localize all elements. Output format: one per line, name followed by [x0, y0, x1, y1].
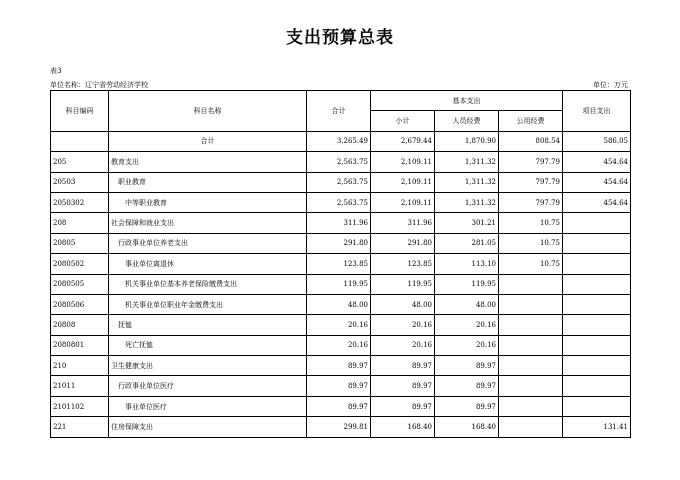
row-total: 2,563.75	[307, 192, 371, 212]
row-subtotal: 168.40	[371, 417, 435, 437]
row-name: 事业单位离退休	[109, 254, 307, 274]
row-personnel: 1,311.32	[435, 192, 499, 212]
row-project	[563, 376, 631, 396]
row-code: 2050302	[51, 192, 109, 212]
row-subtotal: 20.16	[371, 315, 435, 335]
row-public	[499, 417, 563, 437]
row-subtotal: 311.96	[371, 213, 435, 233]
row-total: 119.95	[307, 274, 371, 294]
header-personnel: 人员经费	[435, 111, 499, 131]
row-personnel: 20.16	[435, 335, 499, 355]
row-code: 208	[51, 213, 109, 233]
row-total: 89.97	[307, 396, 371, 416]
row-subtotal: 119.95	[371, 274, 435, 294]
row-project	[563, 254, 631, 274]
row-public: 10.75	[499, 213, 563, 233]
row-subtotal: 2,109.11	[371, 152, 435, 172]
row-subtotal: 2,109.11	[371, 192, 435, 212]
row-name: 住房保障支出	[109, 417, 307, 437]
row-code: 2080505	[51, 274, 109, 294]
row-subtotal: 89.97	[371, 396, 435, 416]
header-name: 科目名称	[109, 91, 307, 132]
unit-name: 单位名称：辽宁省劳动经济学校	[50, 81, 148, 89]
row-public	[499, 335, 563, 355]
row-personnel: 168.40	[435, 417, 499, 437]
row-project	[563, 294, 631, 314]
header-total: 合计	[307, 91, 371, 132]
row-total: 311.96	[307, 213, 371, 233]
row-code: 221	[51, 417, 109, 437]
row-code: 20805	[51, 233, 109, 253]
header-code: 科目编码	[51, 91, 109, 132]
row-total: 48.00	[307, 294, 371, 314]
table-row	[51, 254, 631, 274]
row-total: 299.81	[307, 417, 371, 437]
row-personnel: 301.21	[435, 213, 499, 233]
row-personnel: 1,311.32	[435, 172, 499, 192]
table-row	[51, 152, 631, 172]
table-row	[51, 376, 631, 396]
row-name: 职业教育	[109, 172, 307, 192]
row-public	[499, 294, 563, 314]
row-total: 20.16	[307, 335, 371, 355]
budget-table	[50, 90, 631, 438]
row-project	[563, 315, 631, 335]
row-subtotal: 20.16	[371, 335, 435, 355]
header-basic: 基本支出	[371, 91, 563, 111]
total-row-public: 808.54	[499, 131, 563, 151]
row-personnel: 281.05	[435, 233, 499, 253]
row-public: 10.75	[499, 254, 563, 274]
row-name: 死亡抚恤	[109, 335, 307, 355]
table-row	[51, 274, 631, 294]
row-project	[563, 335, 631, 355]
total-row-code	[51, 131, 109, 151]
table-row	[51, 315, 631, 335]
table-number: 表3	[50, 67, 62, 75]
row-total: 2,563.75	[307, 152, 371, 172]
row-name: 行政事业单位养老支出	[109, 233, 307, 253]
row-project: 454.64	[563, 192, 631, 212]
row-personnel: 1,311.32	[435, 152, 499, 172]
row-name: 机关事业单位职业年金缴费支出	[109, 294, 307, 314]
row-subtotal: 291.80	[371, 233, 435, 253]
header-subtotal: 小计	[371, 111, 435, 131]
row-name: 教育支出	[109, 152, 307, 172]
row-name: 卫生健康支出	[109, 356, 307, 376]
table-row	[51, 396, 631, 416]
row-project: 454.64	[563, 172, 631, 192]
row-public	[499, 274, 563, 294]
row-name: 事业单位医疗	[109, 396, 307, 416]
table-row	[51, 192, 631, 212]
currency-unit: 单位：万元	[593, 81, 628, 89]
row-subtotal: 48.00	[371, 294, 435, 314]
row-project	[563, 396, 631, 416]
row-code: 205	[51, 152, 109, 172]
row-public	[499, 376, 563, 396]
table-row	[51, 172, 631, 192]
total-row-total: 3,265.49	[307, 131, 371, 151]
row-personnel: 89.97	[435, 376, 499, 396]
row-public: 10.75	[499, 233, 563, 253]
row-name: 社会保障和就业支出	[109, 213, 307, 233]
row-code: 2101102	[51, 396, 109, 416]
table-row	[51, 417, 631, 437]
row-project	[563, 213, 631, 233]
table-row	[51, 213, 631, 233]
row-public: 797.79	[499, 192, 563, 212]
total-row-personnel: 1,870.90	[435, 131, 499, 151]
row-project: 131.41	[563, 417, 631, 437]
row-public	[499, 315, 563, 335]
row-name: 行政事业单位医疗	[109, 376, 307, 396]
row-public: 797.79	[499, 152, 563, 172]
table-row	[51, 233, 631, 253]
row-project	[563, 274, 631, 294]
row-personnel: 89.97	[435, 396, 499, 416]
row-total: 2,563.75	[307, 172, 371, 192]
row-name: 中等职业教育	[109, 192, 307, 212]
row-subtotal: 89.97	[371, 356, 435, 376]
row-name: 机关事业单位基本养老保险缴费支出	[109, 274, 307, 294]
row-total: 123.85	[307, 254, 371, 274]
row-project: 454.64	[563, 152, 631, 172]
row-code: 2080801	[51, 335, 109, 355]
row-subtotal: 123.85	[371, 254, 435, 274]
row-personnel: 20.16	[435, 315, 499, 335]
row-subtotal: 89.97	[371, 376, 435, 396]
total-row-subtotal: 2,679.44	[371, 131, 435, 151]
row-name: 抚恤	[109, 315, 307, 335]
row-total: 291.80	[307, 233, 371, 253]
total-row-project: 586.05	[563, 131, 631, 151]
row-personnel: 113.10	[435, 254, 499, 274]
table-row	[51, 335, 631, 355]
row-code: 210	[51, 356, 109, 376]
header-project: 项目支出	[563, 91, 631, 132]
total-row	[51, 131, 631, 151]
row-personnel: 48.00	[435, 294, 499, 314]
row-subtotal: 2,109.11	[371, 172, 435, 192]
row-code: 20808	[51, 315, 109, 335]
row-code: 2080506	[51, 294, 109, 314]
total-row-label: 合计	[109, 131, 307, 151]
row-public	[499, 356, 563, 376]
row-code: 21011	[51, 376, 109, 396]
row-total: 20.16	[307, 315, 371, 335]
row-personnel: 119.95	[435, 274, 499, 294]
row-code: 2080502	[51, 254, 109, 274]
row-project	[563, 233, 631, 253]
row-public	[499, 396, 563, 416]
table-row	[51, 356, 631, 376]
row-total: 89.97	[307, 356, 371, 376]
row-project	[563, 356, 631, 376]
row-public: 797.79	[499, 172, 563, 192]
page-title: 支出预算总表	[286, 28, 394, 48]
row-code: 20503	[51, 172, 109, 192]
row-personnel: 89.97	[435, 356, 499, 376]
row-total: 89.97	[307, 376, 371, 396]
table-row	[51, 294, 631, 314]
header-public: 公用经费	[499, 111, 563, 131]
